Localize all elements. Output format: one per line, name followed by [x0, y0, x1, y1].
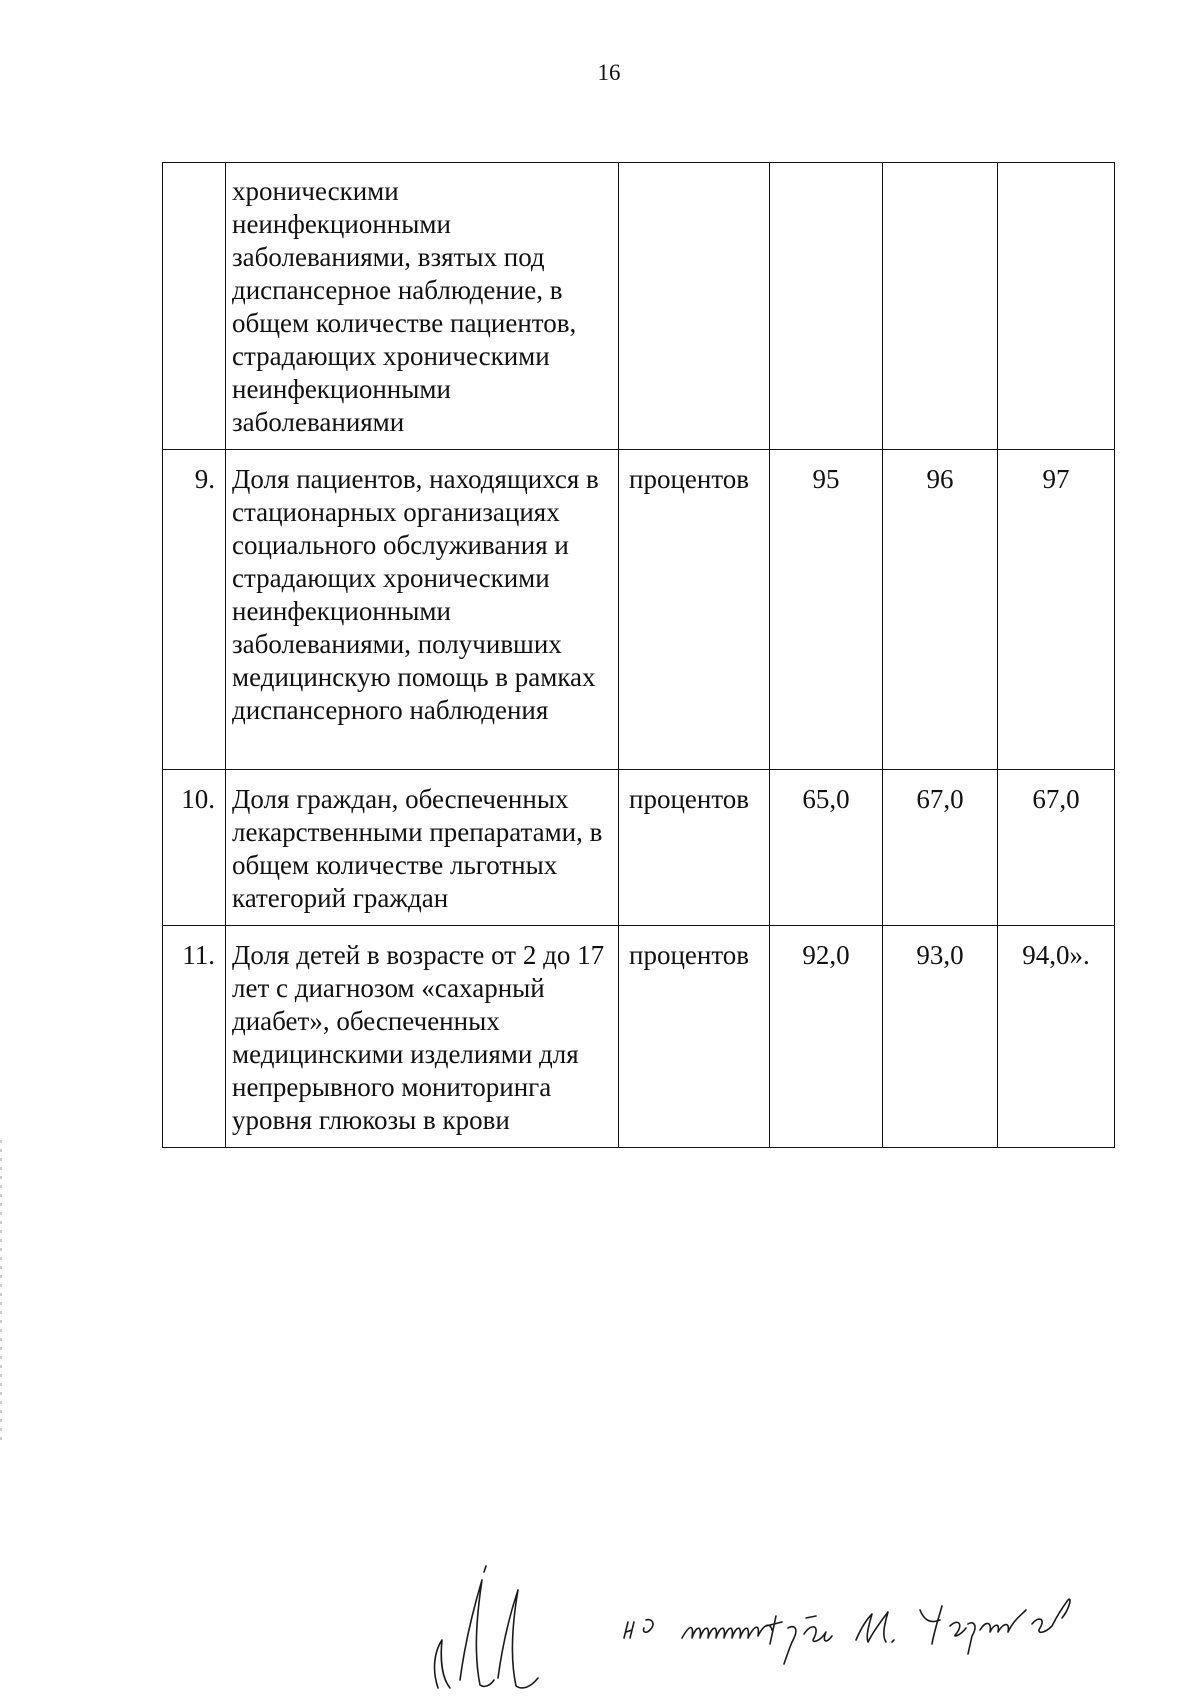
page-number: 16 [597, 60, 621, 85]
value-cell: 95 [770, 450, 883, 770]
value-cell [998, 163, 1115, 450]
handwritten-signature [420, 1560, 1150, 1700]
row-number: 11. [163, 926, 226, 1148]
unit-cell [619, 163, 770, 450]
value-cell: 96 [883, 450, 998, 770]
scan-margin-mark [0, 1140, 4, 1440]
row-number: 9. [163, 450, 226, 770]
table-row [163, 926, 1115, 1148]
unit-cell: процентов [619, 770, 770, 926]
row-number [163, 163, 226, 450]
value-cell: 94,0». [998, 926, 1115, 1148]
indicator-name: хроническими неинфекционными заболеваниями, взятых под диспансерное наблюдение, в общем количестве пациентов, страдающих хроническими неинфекционными заболеваниями [226, 163, 619, 450]
indicator-name: Доля детей в возрасте от 2 до 17 лет с диагнозом «сахарный диабет», обеспеченных медицинскими изделиями для непрерывного мониторинга уровня глюкозы в крови [226, 926, 619, 1148]
value-cell: 65,0 [770, 770, 883, 926]
indicator-name: Доля пациентов, находящихся в стационарных организациях социального обслуживания и страдающих хроническими неинфекционными заболеваниями, получивших медицинскую помощь в рамках диспансерного наблюдения [226, 450, 619, 770]
table-row [163, 163, 1115, 450]
value-cell: 67,0 [998, 770, 1115, 926]
row-number: 10. [163, 770, 226, 926]
unit-cell: процентов [619, 926, 770, 1148]
unit-cell: процентов [619, 450, 770, 770]
table-row [163, 450, 1115, 770]
indicators-table [162, 162, 1115, 1148]
table-row [163, 770, 1115, 926]
value-cell: 93,0 [883, 926, 998, 1148]
value-cell: 92,0 [770, 926, 883, 1148]
value-cell [770, 163, 883, 450]
value-cell: 67,0 [883, 770, 998, 926]
value-cell: 97 [998, 450, 1115, 770]
indicator-name: Доля граждан, обеспеченных лекарственными препаратами, в общем количестве льготных категорий граждан [226, 770, 619, 926]
value-cell [883, 163, 998, 450]
